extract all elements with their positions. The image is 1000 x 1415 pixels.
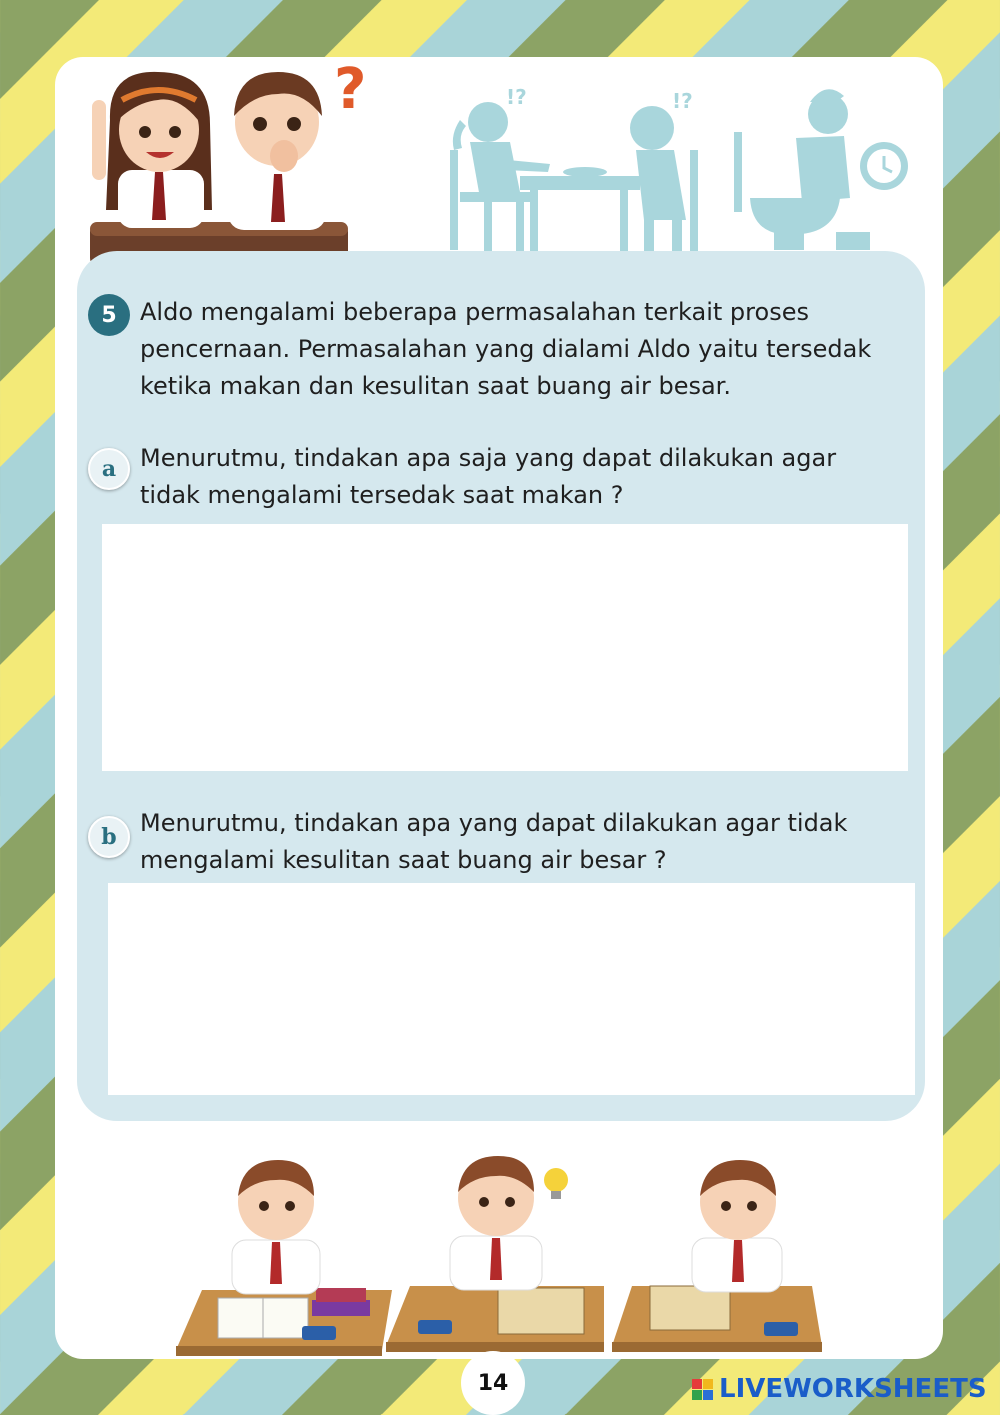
- question-mark-glyph: ?: [334, 60, 367, 122]
- confused-symbol-2: !?: [672, 89, 693, 113]
- part-a-line: tidak mengalami tersedak saat makan ?: [140, 481, 624, 509]
- clock-icon: [860, 142, 908, 190]
- part-b-line: Menurutmu, tindakan apa yang dapat dilakukan agar tidak: [140, 809, 848, 837]
- light-bulb-icon: [544, 1168, 568, 1199]
- students-at-desks-icon: [172, 1150, 828, 1360]
- page-number: 14: [461, 1351, 525, 1415]
- liveworksheets-logo-icon: [692, 1379, 713, 1400]
- question-line: Aldo mengalami beberapa permasalahan terkait proses: [140, 298, 809, 326]
- digestive-problem-silhouettes-icon: [440, 80, 920, 255]
- part-a-text: [140, 440, 836, 514]
- confused-symbol-1: !?: [506, 85, 527, 109]
- brand-logo[interactable]: [692, 1372, 987, 1406]
- part-a-badge: a: [88, 448, 130, 490]
- part-b-text: [140, 805, 847, 879]
- part-a-answer-field[interactable]: [102, 524, 908, 771]
- question-line: ketika makan dan kesulitan saat buang air besar.: [140, 372, 731, 400]
- brand-name: LIVEWORKSHEETS: [719, 1374, 987, 1404]
- question-number-badge: 5: [88, 294, 130, 336]
- question-line: pencernaan. Permasalahan yang dialami Aldo yaitu tersedak: [140, 335, 872, 363]
- part-b-badge: b: [88, 816, 130, 858]
- part-b-line: mengalami kesulitan saat buang air besar ?: [140, 846, 667, 874]
- question-text: [140, 294, 871, 405]
- part-b-answer-field[interactable]: [108, 883, 915, 1095]
- students-thinking-icon: [88, 60, 378, 275]
- part-a-line: Menurutmu, tindakan apa saja yang dapat dilakukan agar: [140, 444, 837, 472]
